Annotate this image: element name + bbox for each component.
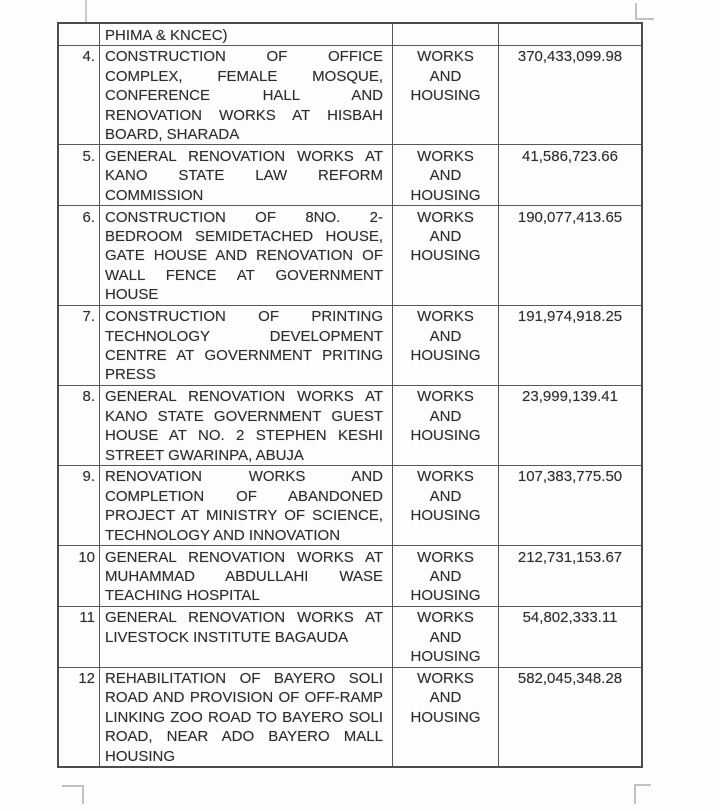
table-row [59,24,641,46]
cell-ministry: WORKS AND HOUSING [393,546,499,606]
cell-amount: 190,077,413.65 [517,208,623,226]
cell-serial-number: 7. [59,306,100,385]
cell-amount: 212,731,153.67 [517,548,623,566]
cell-ministry: WORKS AND HOUSING [393,306,499,385]
cell-serial-number: 6. [59,206,100,305]
cell-ministry [393,24,499,45]
cell-ministry: WORKS AND HOUSING [393,466,499,545]
cell-amount: 41,586,723.66 [522,147,618,165]
margin-mark-bottom-left [62,785,84,804]
cell-amount: 107,383,775.50 [517,468,623,486]
table-row [59,546,641,607]
table-row [59,607,641,668]
cell-project-description: CONSTRUCTION OF PRINTING TECHNOLOGY DEVELOPMENT CENTRE AT GOVERNMENT PRITING PRESS [100,306,393,385]
cell-amount: 23,999,139.41 [522,388,618,406]
margin-mark-bottom-right [634,784,651,804]
cell-project-description: RENOVATION WORKS AND COMPLETION OF ABANDONED PROJECT AT MINISTRY OF SCIENCE, TECHNOLOGY AND INNOVATION [100,466,393,545]
table-row [59,206,641,306]
cell-serial-number: 12 [59,668,100,767]
cell-ministry: WORKS AND HOUSING [393,386,499,465]
cell-amount: 54,802,333.11 [522,609,618,627]
cell-project-description: GENERAL RENOVATION WORKS AT KANO STATE GOVERNMENT GUEST HOUSE AT NO. 2 STEPHEN KESHI STREET GWARINPA, ABUJA [100,386,393,465]
cell-project-description: GENERAL RENOVATION WORKS AT KANO STATE LAW REFORM COMMISSION [100,145,393,205]
cell-project-description: GENERAL RENOVATION WORKS AT LIVESTOCK INSTITUTE BAGAUDA [100,607,393,667]
cell-project-description: PHIMA & KNCEC) [100,24,393,45]
cell-ministry: WORKS AND HOUSING [393,145,499,205]
margin-mark-top-right [635,3,654,20]
cell-serial-number: 5. [59,145,100,205]
cell-ministry: WORKS AND HOUSING [393,668,499,767]
cell-amount [499,24,641,45]
table-row [59,46,641,146]
table-row [59,386,641,466]
table-row [59,466,641,546]
cell-serial-number: 4. [59,46,100,145]
cell-serial-number [59,24,100,45]
margin-mark-top-left [85,0,87,22]
cell-serial-number: 9. [59,466,100,545]
cell-amount: 582,045,348.28 [517,670,623,687]
projects-table [57,22,643,768]
cell-project-description: GENERAL RENOVATION WORKS AT MUHAMMAD ABDULLAHI WASE TEACHING HOSPITAL [100,546,393,606]
cell-project-description: CONSTRUCTION OF 8NO. 2-BEDROOM SEMIDETACHED HOUSE, GATE HOUSE AND RENOVATION OF WALL FENCE AT GOVERNMENT HOUSE [100,206,393,305]
cell-serial-number: 11 [59,607,100,667]
cell-ministry: WORKS AND HOUSING [393,607,499,667]
table-row [59,668,641,767]
cell-serial-number: 8. [59,386,100,465]
table-row [59,145,641,206]
table-row [59,306,641,386]
cell-ministry: WORKS AND HOUSING [393,46,499,145]
cell-ministry: WORKS AND HOUSING [393,206,499,305]
cell-serial-number: 10 [59,546,100,606]
cell-amount: 370,433,099.98 [517,48,623,66]
cell-project-description: REHABILITATION OF BAYERO SOLI ROAD AND PROVISION OF OFF-RAMP LINKING ZOO ROAD TO BAYERO SOLI ROAD, NEAR ADO BAYERO MALL HOUSING [100,668,393,767]
cell-project-description: CONSTRUCTION OF OFFICE COMPLEX, FEMALE MOSQUE, CONFERENCE HALL AND RENOVATION WORKS AT HISBAH BOARD, SHARADA [100,46,393,145]
cell-amount: 191,974,918.25 [517,308,623,326]
